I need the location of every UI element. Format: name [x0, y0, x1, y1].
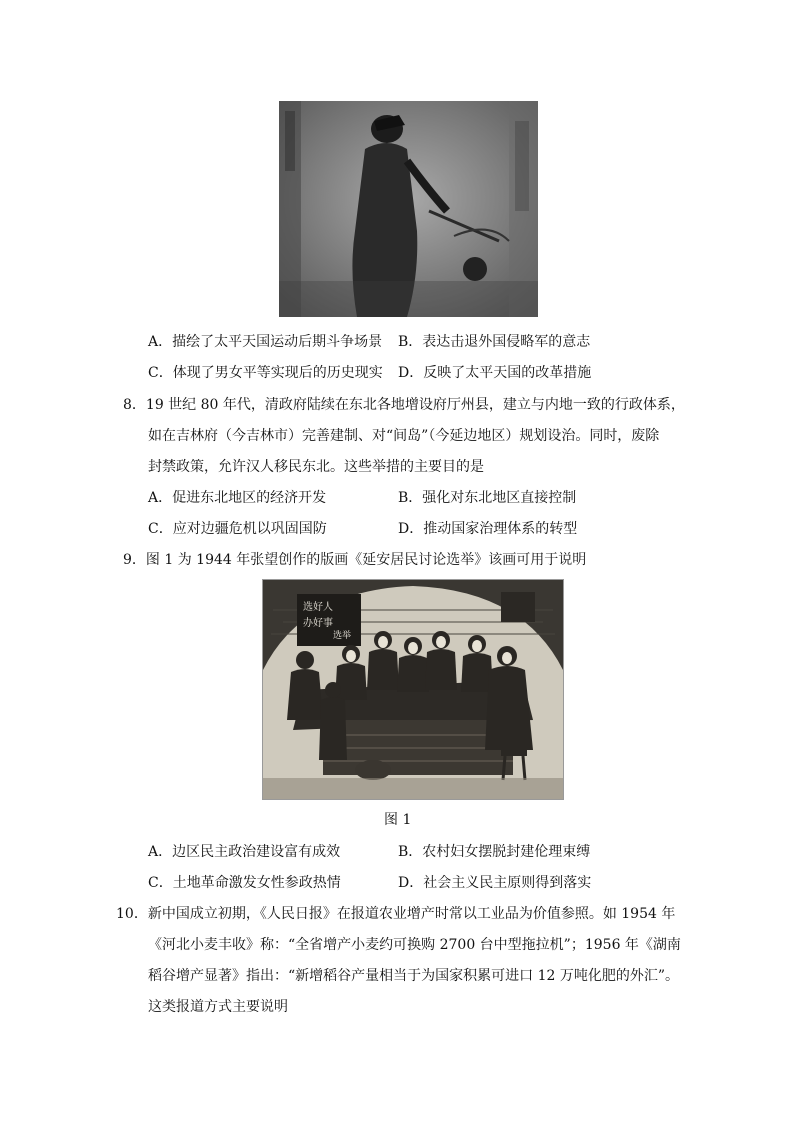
q8-stem-line-2: 如在吉林府（今吉林市）完善建制、对“间岛”（今延边地区）规划设治。同时，废除	[148, 428, 660, 444]
q8-option-d	[398, 519, 577, 539]
option-text: 体现了男女平等实现后的历史现实	[172, 365, 383, 381]
option-text: 应对边疆危机以巩固国防	[172, 521, 327, 537]
option-text: 反映了太平天国的改革措施	[423, 365, 592, 381]
q9-option-d	[398, 873, 591, 893]
q8-stem-line-1	[123, 395, 685, 415]
option-text: 描绘了太平天国运动后期斗争场景	[172, 334, 383, 350]
q10-stem-line-4: 这类报道方式主要说明	[148, 999, 288, 1015]
poster-text-3: 选举	[333, 631, 352, 641]
option-letter: A．	[148, 844, 173, 860]
option-text: 表达击退外国侵略军的意志	[422, 334, 591, 350]
woodcut-print-image	[262, 579, 564, 800]
question-number: 9．	[123, 552, 146, 568]
option-text: 强化对东北地区直接控制	[422, 490, 577, 506]
q10-stem-line-1	[116, 904, 675, 924]
historical-painting-image	[279, 101, 538, 317]
question-stem: 图 1 为 1944 年张望创作的版画《延安居民讨论选举》该画可用于说明	[145, 552, 587, 568]
q10-stem-line-2: 《河北小麦丰收》称：“全省增产小麦约可换购 2700 台中型拖拉机”；1956 年《湖南	[148, 937, 681, 953]
option-letter: D．	[398, 875, 424, 891]
option-text: 促进东北地区的经济开发	[172, 490, 327, 506]
q8-option-a	[148, 488, 326, 508]
question-number: 8．	[123, 397, 146, 413]
q9-stem	[123, 550, 586, 570]
q8-option-b	[398, 488, 576, 508]
option-letter: D．	[398, 521, 424, 537]
q9-option-a	[148, 842, 340, 862]
option-text: 农村妇女摆脱封建伦理束缚	[422, 844, 591, 860]
option-text: 推动国家治理体系的转型	[423, 521, 578, 537]
question-stem: 19 世纪 80 年代，清政府陆续在东北各地增设府厅州县，建立与内地一致的行政体系，	[145, 397, 685, 413]
option-letter: B．	[398, 334, 423, 350]
question-number: 10．	[116, 906, 148, 922]
q10-stem-line-3: 稻谷增产显著》指出：“新增稻谷产量相当于为国家积累可进口 12 万吨化肥的外汇”。	[148, 968, 680, 984]
q9-option-b	[398, 842, 590, 862]
option-text: 土地革命激发女性参政热情	[172, 875, 341, 891]
painting-figure-graphic	[279, 101, 538, 317]
option-letter: C．	[148, 875, 173, 891]
option-letter: A．	[148, 334, 173, 350]
option-text: 社会主义民主原则得到落实	[423, 875, 592, 891]
q7-option-d	[398, 363, 591, 383]
q7-option-c	[148, 363, 383, 383]
option-letter: B．	[398, 844, 423, 860]
q9-option-c	[148, 873, 341, 893]
q8-option-c	[148, 519, 327, 539]
q7-option-a	[148, 332, 382, 352]
option-letter: B．	[398, 490, 423, 506]
option-letter: A．	[148, 490, 173, 506]
q7-option-b	[398, 332, 590, 352]
option-letter: D．	[398, 365, 424, 381]
poster-text-2: 办好事	[303, 618, 333, 629]
woodcut-scene-graphic	[263, 580, 563, 799]
figure-caption: 图 1	[384, 812, 412, 828]
q8-stem-line-3: 封禁政策，允许汉人移民东北。这些举措的主要目的是	[148, 459, 484, 475]
option-text: 边区民主政治建设富有成效	[172, 844, 341, 860]
option-letter: C．	[148, 521, 173, 537]
question-stem: 新中国成立初期，《人民日报》在报道农业增产时常以工业品为价值参照。如 1954 年	[147, 906, 676, 922]
option-letter: C．	[148, 365, 173, 381]
poster-text-1: 选好人	[303, 602, 333, 613]
